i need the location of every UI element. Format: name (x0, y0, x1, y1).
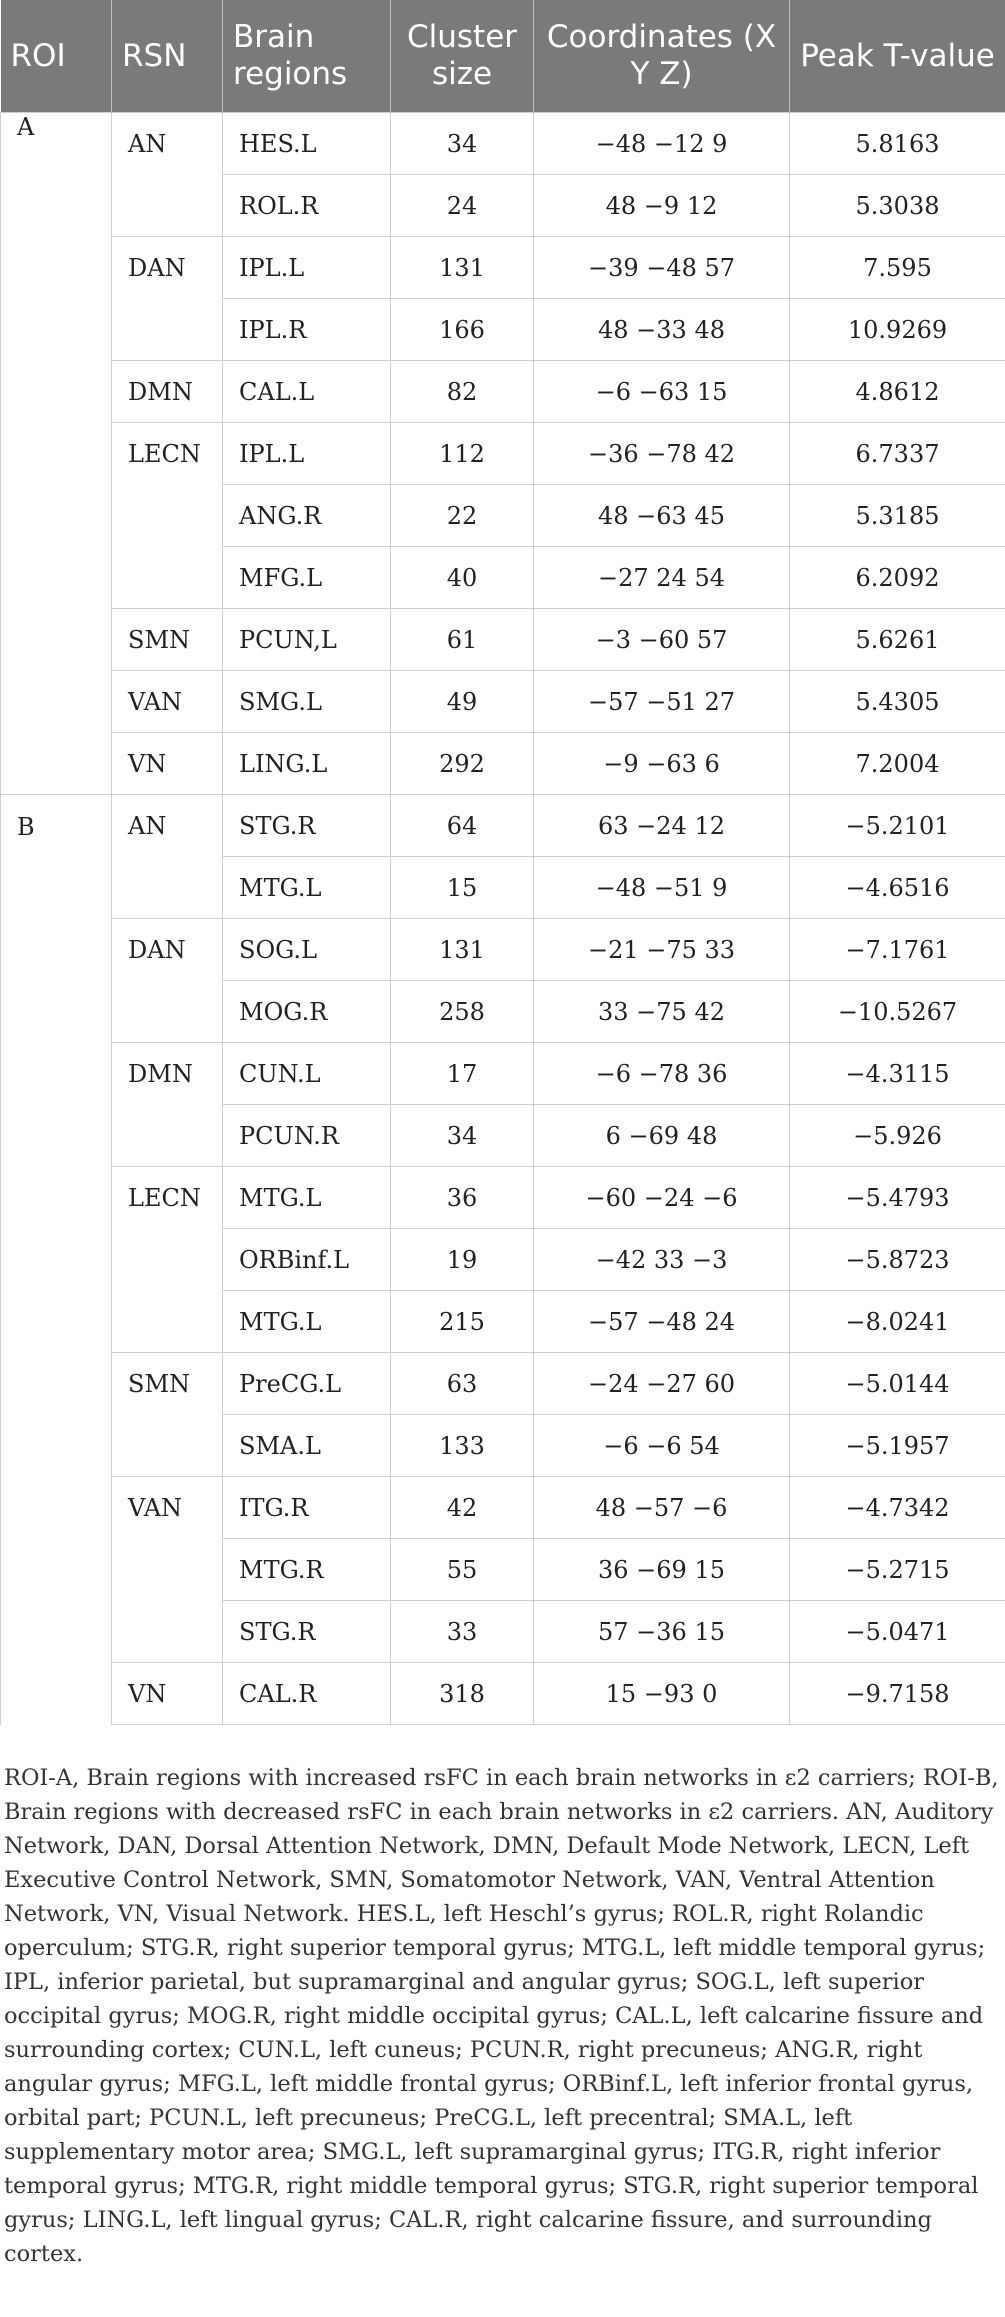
brain-region-cell: CAL.L (223, 361, 391, 423)
peak-t-value-cell: 4.8612 (790, 361, 1005, 423)
table-row (1, 1601, 1005, 1663)
peak-t-value-cell: 5.4305 (790, 671, 1005, 733)
cluster-size-cell: 55 (391, 1539, 534, 1601)
brain-region-cell: SMG.L (223, 671, 391, 733)
rsn-cell: VN (112, 1663, 223, 1725)
peak-t-value-cell: −5.2715 (790, 1539, 1005, 1601)
coordinates-cell: −48 −12 9 (534, 113, 790, 175)
brain-region-cell: MTG.L (223, 1167, 391, 1229)
peak-t-value-cell: 7.595 (790, 237, 1005, 299)
coordinates-cell: −57 −51 27 (534, 671, 790, 733)
cluster-size-cell: 318 (391, 1663, 534, 1725)
peak-t-value-cell: −5.4793 (790, 1167, 1005, 1229)
rsn-cell (112, 1601, 223, 1663)
table-row (1, 1539, 1005, 1601)
coordinates-cell: −9 −63 6 (534, 733, 790, 795)
cluster-size-cell: 42 (391, 1477, 534, 1539)
cluster-size-cell: 131 (391, 919, 534, 981)
cluster-size-cell: 292 (391, 733, 534, 795)
cluster-size-cell: 34 (391, 113, 534, 175)
peak-t-value-cell: −5.0144 (790, 1353, 1005, 1415)
peak-t-value-cell: 5.3038 (790, 175, 1005, 237)
peak-t-value-cell: −4.7342 (790, 1477, 1005, 1539)
rsn-cell (112, 981, 223, 1043)
peak-t-value-cell: −10.5267 (790, 981, 1005, 1043)
table-row (1, 857, 1005, 919)
brain-region-cell: SMA.L (223, 1415, 391, 1477)
table-row (1, 795, 1005, 857)
table-row (1, 1291, 1005, 1353)
peak-t-value-cell: 5.3185 (790, 485, 1005, 547)
peak-t-value-cell: −5.2101 (790, 795, 1005, 857)
cluster-size-cell: 15 (391, 857, 534, 919)
brain-region-cell: LING.L (223, 733, 391, 795)
table-row (1, 671, 1005, 733)
coordinates-cell: 6 −69 48 (534, 1105, 790, 1167)
cluster-size-cell: 258 (391, 981, 534, 1043)
table-row (1, 113, 1005, 175)
coordinates-cell: 48 −63 45 (534, 485, 790, 547)
header-cluster-size: Cluster size (391, 0, 534, 113)
coordinates-cell: 57 −36 15 (534, 1601, 790, 1663)
table-row (1, 609, 1005, 671)
header-row (1, 0, 1005, 113)
rsn-cell: DMN (112, 361, 223, 423)
header-rsn: RSN (112, 0, 223, 113)
table-row (1, 547, 1005, 609)
cluster-size-cell: 166 (391, 299, 534, 361)
table-row (1, 1105, 1005, 1167)
table-header (1, 0, 1005, 113)
brain-region-cell: CUN.L (223, 1043, 391, 1105)
rsn-cell: LECN (112, 1167, 223, 1229)
table-row (1, 1663, 1005, 1725)
coordinates-cell: −24 −27 60 (534, 1353, 790, 1415)
peak-t-value-cell: −5.1957 (790, 1415, 1005, 1477)
table-row (1, 1167, 1005, 1229)
cluster-size-cell: 133 (391, 1415, 534, 1477)
rsn-cell (112, 1229, 223, 1291)
rsn-cell (112, 175, 223, 237)
cluster-size-cell: 33 (391, 1601, 534, 1663)
rsn-cell: SMN (112, 609, 223, 671)
coordinates-cell: 48 −57 −6 (534, 1477, 790, 1539)
rsn-cell (112, 485, 223, 547)
table-row (1, 485, 1005, 547)
brain-region-cell: ROL.R (223, 175, 391, 237)
table-row (1, 1353, 1005, 1415)
cluster-size-cell: 19 (391, 1229, 534, 1291)
coordinates-cell: −6 −78 36 (534, 1043, 790, 1105)
table-row (1, 1043, 1005, 1105)
brain-region-cell: IPL.R (223, 299, 391, 361)
coordinates-cell: −3 −60 57 (534, 609, 790, 671)
brain-region-cell: MTG.L (223, 857, 391, 919)
table-row (1, 299, 1005, 361)
brain-region-cell: IPL.L (223, 423, 391, 485)
brain-region-cell: SOG.L (223, 919, 391, 981)
table-body (1, 113, 1005, 1725)
rsn-cell (112, 857, 223, 919)
coordinates-cell: −6 −63 15 (534, 361, 790, 423)
coordinates-cell: −27 24 54 (534, 547, 790, 609)
table-row (1, 919, 1005, 981)
table-row (1, 423, 1005, 485)
brain-region-cell: CAL.R (223, 1663, 391, 1725)
cluster-size-cell: 40 (391, 547, 534, 609)
peak-t-value-cell: 7.2004 (790, 733, 1005, 795)
rsn-cell: VN (112, 733, 223, 795)
table-row (1, 237, 1005, 299)
header-roi: ROI (1, 0, 112, 113)
coordinates-cell: −21 −75 33 (534, 919, 790, 981)
peak-t-value-cell: 10.9269 (790, 299, 1005, 361)
rsn-cell: DAN (112, 237, 223, 299)
rsn-cell: SMN (112, 1353, 223, 1415)
peak-t-value-cell: −5.926 (790, 1105, 1005, 1167)
brain-region-cell: MOG.R (223, 981, 391, 1043)
peak-t-value-cell: 5.6261 (790, 609, 1005, 671)
brain-region-cell: MTG.L (223, 1291, 391, 1353)
rsn-cell (112, 1291, 223, 1353)
rsn-cell: VAN (112, 1477, 223, 1539)
rsn-cell: DAN (112, 919, 223, 981)
cluster-size-cell: 215 (391, 1291, 534, 1353)
peak-t-value-cell: −9.7158 (790, 1663, 1005, 1725)
coordinates-cell: −57 −48 24 (534, 1291, 790, 1353)
peak-t-value-cell: 6.7337 (790, 423, 1005, 485)
rsn-cell (112, 299, 223, 361)
cluster-size-cell: 34 (391, 1105, 534, 1167)
rsn-cell (112, 1415, 223, 1477)
coordinates-cell: −42 33 −3 (534, 1229, 790, 1291)
brain-region-cell: PCUN.R (223, 1105, 391, 1167)
brain-region-cell: MFG.L (223, 547, 391, 609)
rsn-cell (112, 1105, 223, 1167)
table-row (1, 361, 1005, 423)
brain-region-cell: MTG.R (223, 1539, 391, 1601)
header-coordinates: Coordinates (X Y Z) (534, 0, 790, 113)
cluster-size-cell: 22 (391, 485, 534, 547)
table-row (1, 1415, 1005, 1477)
coordinates-cell: −6 −6 54 (534, 1415, 790, 1477)
cluster-size-cell: 82 (391, 361, 534, 423)
peak-t-value-cell: −8.0241 (790, 1291, 1005, 1353)
cluster-size-cell: 36 (391, 1167, 534, 1229)
roi-cell: A (1, 113, 112, 795)
rsn-cell (112, 547, 223, 609)
peak-t-value-cell: 5.8163 (790, 113, 1005, 175)
cluster-size-cell: 49 (391, 671, 534, 733)
brain-region-cell: ORBinf.L (223, 1229, 391, 1291)
rsn-cell: AN (112, 113, 223, 175)
cluster-size-cell: 63 (391, 1353, 534, 1415)
coordinates-cell: 15 −93 0 (534, 1663, 790, 1725)
coordinates-cell: 48 −33 48 (534, 299, 790, 361)
table-row (1, 1229, 1005, 1291)
brain-region-cell: HES.L (223, 113, 391, 175)
brain-region-cell: ITG.R (223, 1477, 391, 1539)
cluster-size-cell: 61 (391, 609, 534, 671)
coordinates-cell: 33 −75 42 (534, 981, 790, 1043)
peak-t-value-cell: 6.2092 (790, 547, 1005, 609)
cluster-size-cell: 24 (391, 175, 534, 237)
peak-t-value-cell: −4.3115 (790, 1043, 1005, 1105)
cluster-size-cell: 64 (391, 795, 534, 857)
rsn-cell: AN (112, 795, 223, 857)
table-row (1, 981, 1005, 1043)
brain-region-cell: STG.R (223, 795, 391, 857)
brain-region-cell: STG.R (223, 1601, 391, 1663)
peak-t-value-cell: −5.0471 (790, 1601, 1005, 1663)
cluster-size-cell: 131 (391, 237, 534, 299)
cluster-size-cell: 112 (391, 423, 534, 485)
coordinates-cell: −36 −78 42 (534, 423, 790, 485)
coordinates-cell: −48 −51 9 (534, 857, 790, 919)
coordinates-cell: 63 −24 12 (534, 795, 790, 857)
header-brain-regions: Brain regions (223, 0, 391, 113)
rsn-cell (112, 1539, 223, 1601)
rsn-cell: DMN (112, 1043, 223, 1105)
coordinates-cell: 36 −69 15 (534, 1539, 790, 1601)
table-row (1, 733, 1005, 795)
table-footnote: ROI-A, Brain regions with increased rsFC in each brain networks in ε2 carriers; ROI-B, Brain regions with decreased rsFC in each brain networks in ε2 carriers. AN, Auditory Network, DAN, Dorsal Attention Network, DMN, Default Mode Network, LECN, Left Executive Control Network, SMN, Somatomotor Network, VAN, Ventral Attention Network, VN, Visual Network. HES.L, left Heschl’s gyrus; ROL.R, right Rolandic operculum; STG.R, right superior temporal gyrus; MTG.L, left middle temporal gyrus; IPL, inferior parietal, but supramarginal and angular gyrus; SOG.L, left superior occipital gyrus; MOG.R, right middle occipital gyrus; CAL.L, left calcarine fissure and surrounding cortex; CUN.L, left cuneus; PCUN.R, right precuneus; ANG.R, right angular gyrus; MFG.L, left middle frontal gyrus; ORBinf.L, left inferior frontal gyrus, orbital part; PCUN.L, left precuneus; PreCG.L, left precentral; SMA.L, left supplementary motor area; SMG.L, left supramarginal gyrus; ITG.R, right inferior temporal gyrus; MTG.R, right middle temporal gyrus; STG.R, right superior temporal gyrus; LING.L, left lingual gyrus; CAL.R, right calcarine fissure, and surrounding cortex. (4, 1765, 999, 2267)
brain-region-cell: PCUN,L (223, 609, 391, 671)
rsn-cell: VAN (112, 671, 223, 733)
brain-region-cell: PreCG.L (223, 1353, 391, 1415)
peak-t-value-cell: −7.1761 (790, 919, 1005, 981)
brain-region-cell: IPL.L (223, 237, 391, 299)
table-row (1, 1477, 1005, 1539)
peak-t-value-cell: −5.8723 (790, 1229, 1005, 1291)
rsn-cell: LECN (112, 423, 223, 485)
coordinates-cell: −60 −24 −6 (534, 1167, 790, 1229)
cluster-size-cell: 17 (391, 1043, 534, 1105)
coordinates-cell: −39 −48 57 (534, 237, 790, 299)
peak-t-value-cell: −4.6516 (790, 857, 1005, 919)
roi-cell: B (1, 795, 112, 1725)
brain-region-cell: ANG.R (223, 485, 391, 547)
table-row (1, 175, 1005, 237)
coordinates-cell: 48 −9 12 (534, 175, 790, 237)
header-peak-t-value: Peak T-value (790, 0, 1005, 113)
